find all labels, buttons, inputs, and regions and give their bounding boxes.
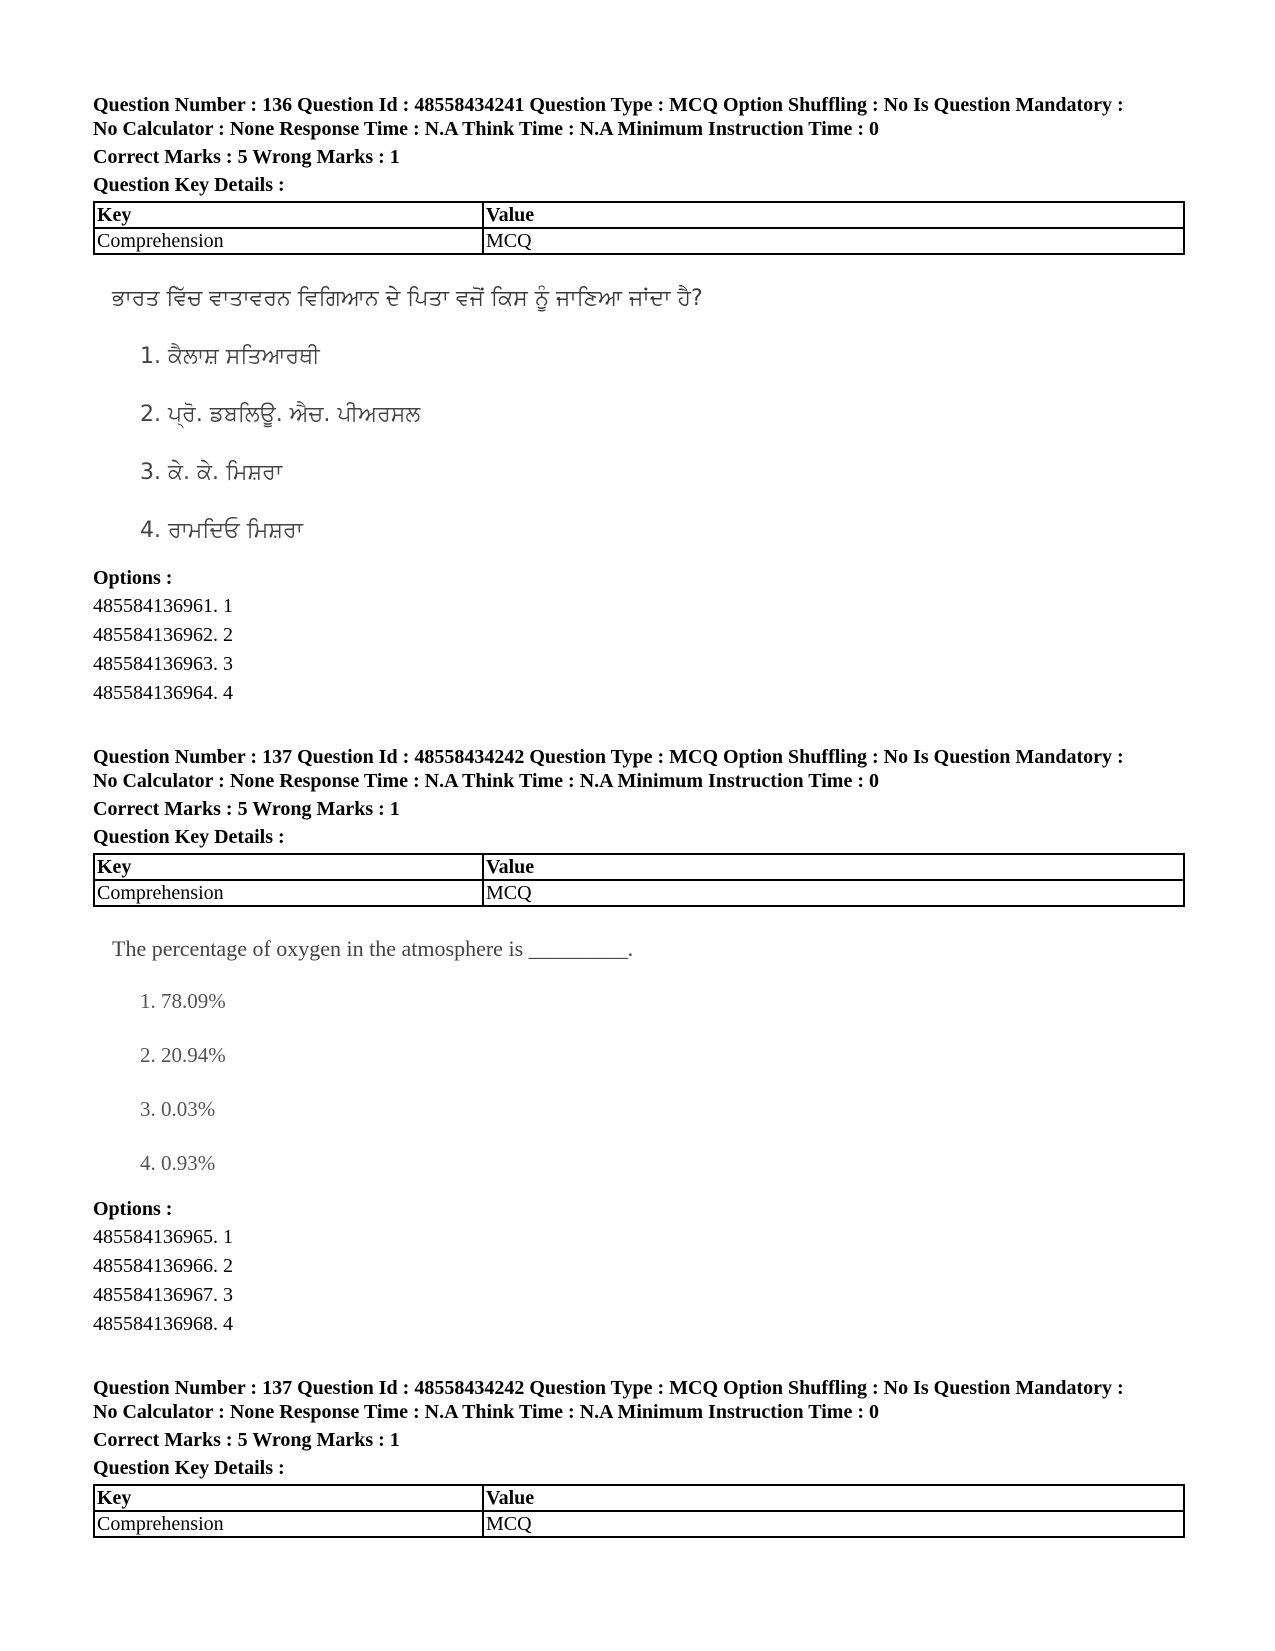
question-header-line1: Question Number : 137 Question Id : 48558434242 Question Type : MCQ Option Shuffling : No Is Question Mandatory :: [93, 1377, 1124, 1399]
option-line: 485584136961. 1: [93, 595, 233, 617]
question-block-136: [93, 93, 1185, 255]
option-line: 485584136964. 4: [93, 682, 233, 704]
question-header-line1: Question Number : 136 Question Id : 48558434241 Question Type : MCQ Option Shuffling : No Is Question Mandatory :: [93, 94, 1124, 116]
choice-4: 4. 0.93%: [140, 1151, 216, 1175]
question-block-137: [93, 745, 1185, 907]
key-details-table: [93, 853, 1185, 907]
table-row: [94, 1511, 1184, 1537]
option-line: 485584136962. 2: [93, 624, 233, 646]
table-cell-value: MCQ: [483, 228, 1184, 254]
marks-line: Correct Marks : 5 Wrong Marks : 1: [93, 146, 400, 168]
marks-line: Correct Marks : 5 Wrong Marks : 1: [93, 1429, 400, 1451]
key-details-table: [93, 1484, 1185, 1538]
table-cell-key: Comprehension: [94, 1511, 483, 1537]
question-header-line2: No Calculator : None Response Time : N.A Think Time : N.A Minimum Instruction Time : 0: [93, 770, 879, 792]
table-header-key: Key: [94, 854, 483, 880]
marks-line: Correct Marks : 5 Wrong Marks : 1: [93, 798, 400, 820]
key-details-label: Question Key Details :: [93, 174, 285, 196]
table-header-row: [94, 202, 1184, 228]
question-stem: ਭਾਰਤ ਵਿੱਚ ਵਾਤਾਵਰਨ ਵਿਗਿਆਨ ਦੇ ਪਿਤਾ ਵਜੋਂ ਕਿਸ ਨੂੰ ਜਾਣਿਆ ਜਾਂਦਾ ਹੈ?: [112, 286, 703, 311]
question-header-line1: Question Number : 137 Question Id : 48558434242 Question Type : MCQ Option Shuffling : No Is Question Mandatory :: [93, 746, 1124, 768]
key-details-label: Question Key Details :: [93, 826, 285, 848]
choice-3: 3. ਕੇ. ਕੇ. ਮਿਸ਼ਰਾ: [140, 460, 283, 485]
table-header-row: [94, 1485, 1184, 1511]
key-details-label: Question Key Details :: [93, 1457, 285, 1479]
table-header-key: Key: [94, 1485, 483, 1511]
question-header-line2: No Calculator : None Response Time : N.A Think Time : N.A Minimum Instruction Time : 0: [93, 118, 879, 140]
question-stem: The percentage of oxygen in the atmosphere is _________.: [112, 936, 634, 961]
table-cell-key: Comprehension: [94, 228, 483, 254]
option-line: 485584136966. 2: [93, 1255, 233, 1277]
choice-1: 1. ਕੈਲਾਸ਼ ਸਤਿਆਰਥੀ: [140, 344, 320, 369]
table-cell-value: MCQ: [483, 880, 1184, 906]
choice-2: 2. 20.94%: [140, 1043, 226, 1067]
choice-3: 3. 0.03%: [140, 1097, 216, 1121]
table-row: [94, 228, 1184, 254]
choice-4: 4. ਰਾਮਦਿਓ ਮਿਸ਼ਰਾ: [140, 518, 303, 543]
table-header-value: Value: [483, 202, 1184, 228]
table-header-value: Value: [483, 1485, 1184, 1511]
choice-2: 2. ਪ੍ਰੋ. ਡਬਲਿਊ. ਐਚ. ਪੀਅਰਸਲ: [140, 402, 421, 427]
table-cell-value: MCQ: [483, 1511, 1184, 1537]
options-label: Options :: [93, 1198, 173, 1220]
table-header-key: Key: [94, 202, 483, 228]
table-row: [94, 880, 1184, 906]
key-details-table: [93, 201, 1185, 255]
question-header-line2: No Calculator : None Response Time : N.A Think Time : N.A Minimum Instruction Time : 0: [93, 1401, 879, 1423]
table-header-value: Value: [483, 854, 1184, 880]
question-block-137-repeat: [93, 1376, 1185, 1538]
choice-1: 1. 78.09%: [140, 989, 226, 1013]
options-label: Options :: [93, 567, 173, 589]
table-header-row: [94, 854, 1184, 880]
option-line: 485584136963. 3: [93, 653, 233, 675]
table-cell-key: Comprehension: [94, 880, 483, 906]
option-line: 485584136965. 1: [93, 1226, 233, 1248]
option-line: 485584136967. 3: [93, 1284, 233, 1306]
option-line: 485584136968. 4: [93, 1313, 233, 1335]
